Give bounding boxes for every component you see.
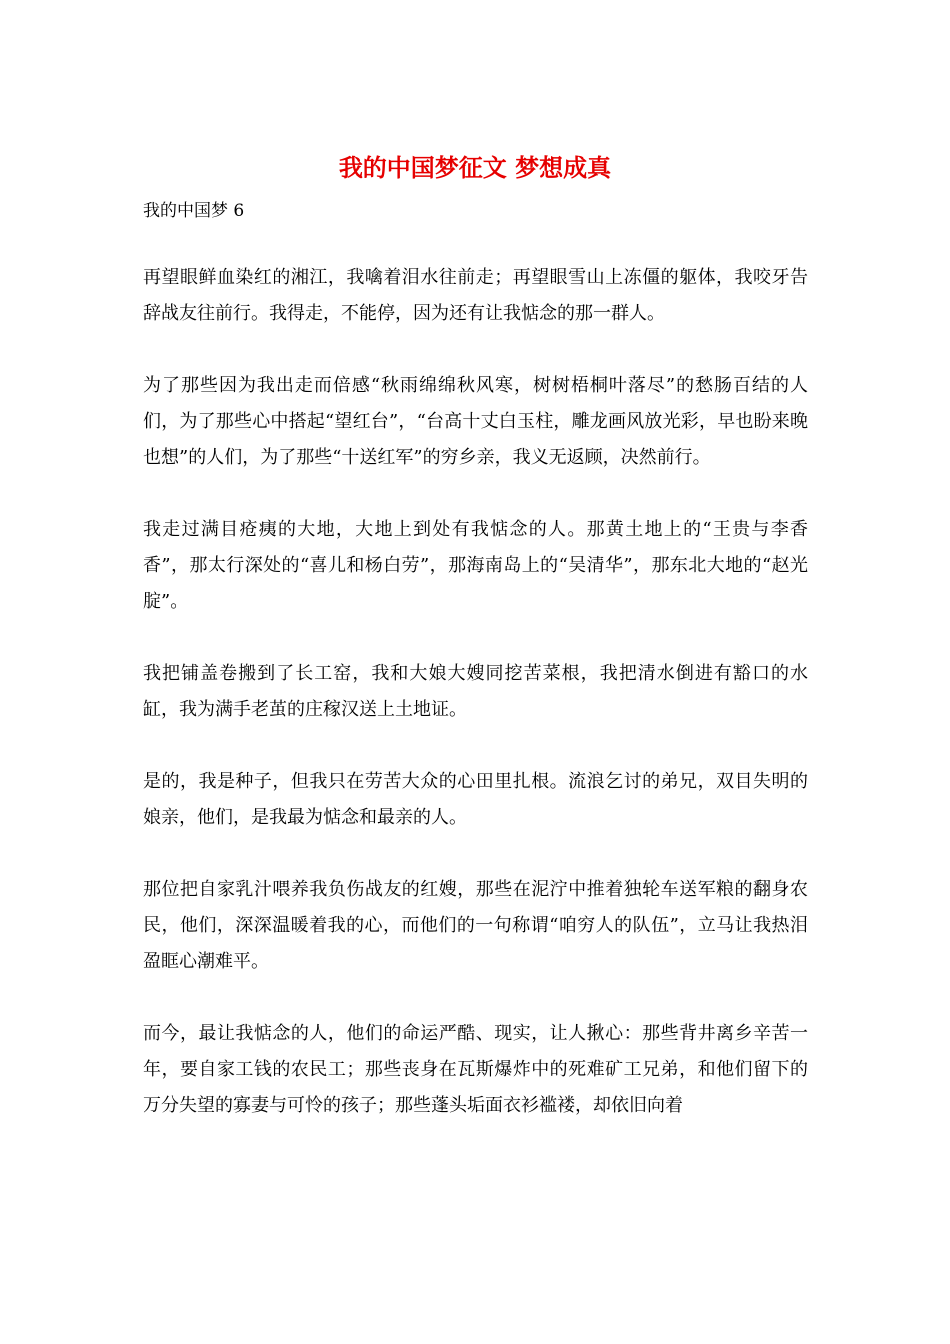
paragraph: 再望眼鲜血染红的湘江，我噙着泪水往前走；再望眼雪山上冻僵的躯体，我咬牙告辞战友往前行。我得走，不能停，因为还有让我惦念的那一群人。 xyxy=(143,267,808,324)
paragraph: 我把铺盖卷搬到了长工窑，我和大娘大嫂同挖苦菜根，我把清水倒进有豁口的水缸，我为满手老茧的庄稼汉送上土地证。 xyxy=(143,663,808,720)
document-title: 我的中国梦征文 梦想成真 xyxy=(338,154,612,182)
paragraph: 是的，我是种子，但我只在劳苦大众的心田里扎根。流浪乞讨的弟兄，双目失明的娘亲，他们，是我最为惦念和最亲的人。 xyxy=(143,771,808,828)
document-subtitle: 我的中国梦 6 xyxy=(143,201,245,221)
paragraph: 为了那些因为我出走而倍感“秋雨绵绵秋风寒，树树梧桐叶落尽”的愁肠百结的人们，为了那些心中搭起“望红台”，“台高十丈白玉柱，雕龙画风放光彩，早也盼来晚也想”的人们，为了那些“十送红军”的穷乡亲，我义无返顾，决然前行。 xyxy=(143,375,808,468)
paragraph: 我走过满目疮痍的大地，大地上到处有我惦念的人。那黄土地上的“王贵与李香香”，那太行深处的“喜儿和杨白劳”，那海南岛上的“吴清华”，那东北大地的“赵光腚”。 xyxy=(143,519,808,612)
document-body xyxy=(143,260,808,1160)
paragraph: 而今，最让我惦念的人，他们的命运严酷、现实，让人揪心：那些背井离乡辛苦一年，要自家工钱的农民工；那些丧身在瓦斯爆炸中的死难矿工兄弟，和他们留下的万分失望的寡妻与可怜的孩子；那些蓬头垢面衣衫褴褛，却依旧向着 xyxy=(143,1023,808,1116)
paragraph: 那位把自家乳汁喂养我负伤战友的红嫂，那些在泥泞中推着独轮车送军粮的翻身农民，他们，深深温暖着我的心，而他们的一句称谓“咱穷人的队伍”，立马让我热泪盈眶心潮难平。 xyxy=(143,879,808,972)
